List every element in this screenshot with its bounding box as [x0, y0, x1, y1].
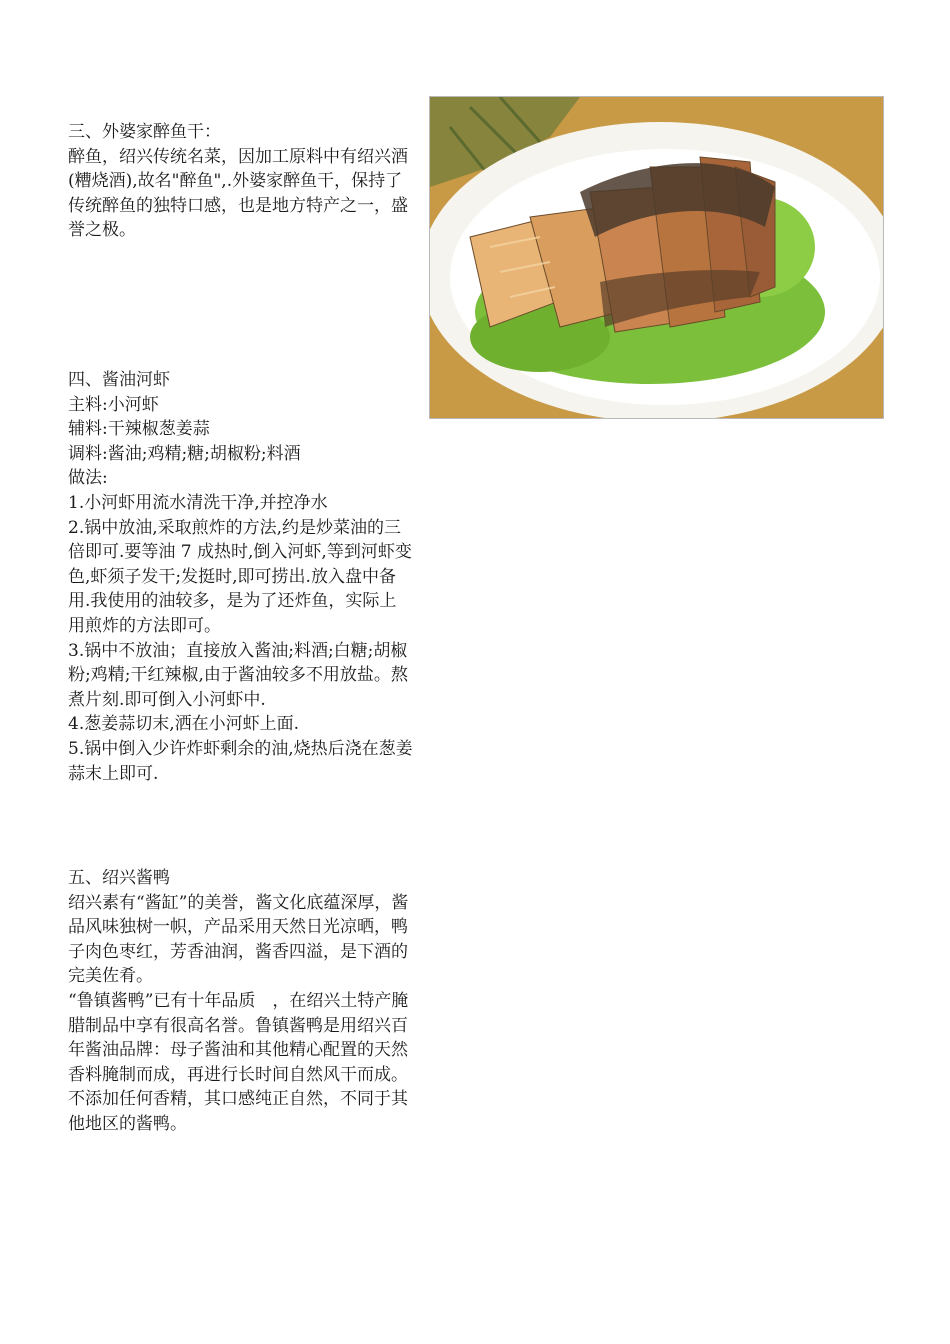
section-title: 四、酱油河虾	[68, 370, 170, 390]
step-4: 4.葱姜蒜切末,洒在小河虾上面.	[68, 714, 300, 735]
section-soy-duck	[68, 866, 413, 1137]
ingredient-main: 主料:小河虾	[68, 394, 159, 415]
method-heading: 做法:	[68, 468, 108, 489]
step-3: 3.锅中不放油；直接放入酱油;料酒;白糖;胡椒粉;鸡精;干红辣椒,由于酱油较多不用放盐。熬煮片刻.即可倒入小河虾中.	[68, 640, 408, 710]
step-2: 2.锅中放油,采取煎炸的方法,约是炒菜油的三倍即可.要等油 7 成热时,倒入河虾,等到河虾变色,虾须子发干;发挺时,即可捞出.放入盘中备用.我使用的油较多，是为了还炸鱼，实际上用煎炸的方法即可。	[68, 517, 412, 636]
seasoning: 调料:酱油;鸡精;糖;胡椒粉;料酒	[68, 443, 301, 464]
section-title: 五、绍兴酱鸭	[68, 868, 170, 888]
step-5: 5.锅中倒入少许炸虾剩余的油,烧热后浇在葱姜蒜末上即可.	[68, 738, 413, 784]
step-1: 1.小河虾用流水清洗干净,并控净水	[68, 492, 328, 513]
drunken-fish-photo	[429, 96, 884, 419]
section-drunken-fish	[68, 120, 413, 243]
section-title: 三、外婆家醉鱼干：	[68, 122, 221, 142]
ingredient-aux: 辅料:干辣椒葱姜蒜	[68, 419, 210, 440]
section-soy-shrimp	[68, 368, 413, 786]
section-body: 醉鱼，绍兴传统名菜，因加工原料中有绍兴酒(糟烧酒),故名"醉鱼",.外婆家醉鱼干，保持了传统醉鱼的独特口感，也是地方特产之一，盛誉之极。	[68, 146, 408, 241]
paragraph: 绍兴素有“酱缸”的美誉，酱文化底蕴深厚，酱品风味独树一帜，产品采用天然日光凉晒，鸭子肉色枣红，芳香油润，酱香四溢，是下酒的完美佐肴。	[68, 892, 409, 987]
paragraph: “鲁镇酱鸭”已有十年品质 ，在绍兴土特产腌腊制品中享有很高名誉。鲁镇酱鸭是用绍兴百年酱油品牌：母子酱油和其他精心配置的天然香料腌制而成，再进行长时间自然风干而成。不添加任何香精，其口感纯正自然，不同于其他地区的酱鸭。	[68, 990, 409, 1134]
